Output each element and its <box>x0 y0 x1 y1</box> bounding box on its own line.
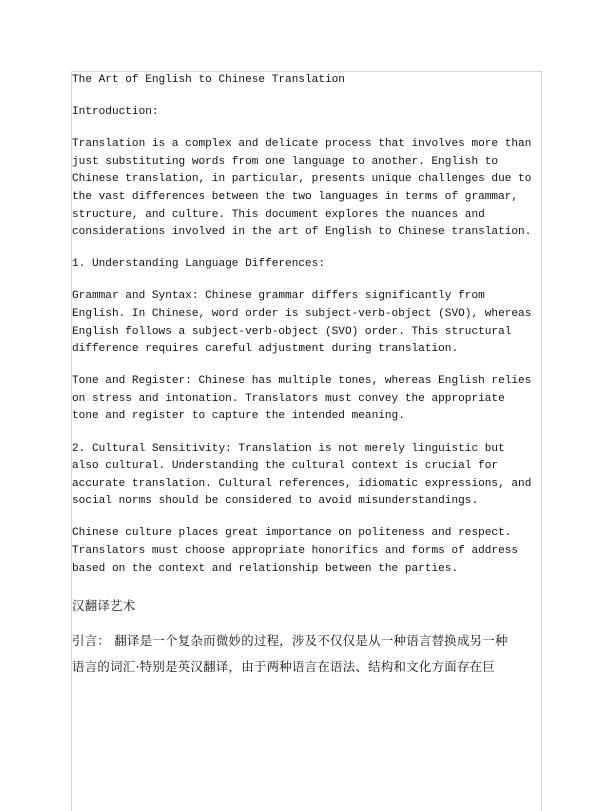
paragraph-line: social norms should be considered to avoid misunderstandings. <box>72 495 479 508</box>
paragraph-line: English. In Chinese, word order is subject-verb-object (SVO), whereas <box>72 307 532 320</box>
paragraph-line: Grammar and Syntax: Chinese grammar differs significantly from <box>72 290 485 303</box>
document-body <box>72 72 542 689</box>
paragraph-line: the vast differences between the two languages in terms of grammar, <box>72 190 519 203</box>
paragraph-line: Translation is a complex and delicate process that involves more than <box>72 138 532 151</box>
paragraph-line: just substituting words from one language to another. English to <box>72 155 499 168</box>
paragraph <box>72 441 542 511</box>
document-title: The Art of English to Chinese Translation <box>72 74 345 86</box>
paragraph <box>72 256 542 274</box>
paragraph-line: accurate translation. Cultural references, idiomatic expressions, and <box>72 477 532 490</box>
paragraph-line: 1. Understanding Language Differences: <box>72 258 325 271</box>
chinese-title: 汉翻译艺术 <box>72 597 136 613</box>
paragraph-line: considerations involved in the art of English to Chinese translation. <box>72 226 532 239</box>
chinese-intro <box>72 628 542 680</box>
paragraph-line: difference requires careful adjustment during translation. <box>72 343 459 356</box>
paragraph-line: on stress and intonation. Translators must convey the appropriate <box>72 392 505 405</box>
paragraph-line: Chinese translation, in particular, presents unique challenges due to <box>72 173 532 186</box>
paragraph <box>72 136 542 242</box>
paragraph-line: 2. Cultural Sensitivity: Translation is not merely linguistic but <box>72 442 505 455</box>
chinese-intro-line: 引言： 翻译是一个复杂而微妙的过程，涉及不仅仅是从一种语言替换成另一种 <box>72 632 508 648</box>
paragraphs <box>72 136 542 578</box>
paragraph-line: based on the context and relationship between the parties. <box>72 562 459 575</box>
paragraph-line: Translators must choose appropriate honorifics and forms of address <box>72 544 519 557</box>
paragraph <box>72 288 542 358</box>
paragraph <box>72 373 542 426</box>
paragraph-line: also cultural. Understanding the cultural context is crucial for <box>72 460 499 473</box>
chinese-intro-line: 语言的词汇·特别是英汉翻译，由于两种语言在语法、结构和文化方面存在巨 <box>72 658 496 674</box>
paragraph-line: English follows a subject-verb-object (SVO) order. This structural <box>72 325 512 338</box>
paragraph <box>72 525 542 578</box>
paragraph-line: structure, and culture. This document explores the nuances and <box>72 208 485 221</box>
paragraph-line: tone and register to capture the intended meaning. <box>72 410 405 423</box>
paragraph-line: Tone and Register: Chinese has multiple tones, whereas English relies <box>72 375 532 388</box>
intro-heading: Introduction: <box>72 106 159 119</box>
paragraph-line: Chinese culture places great importance on politeness and respect. <box>72 527 512 540</box>
